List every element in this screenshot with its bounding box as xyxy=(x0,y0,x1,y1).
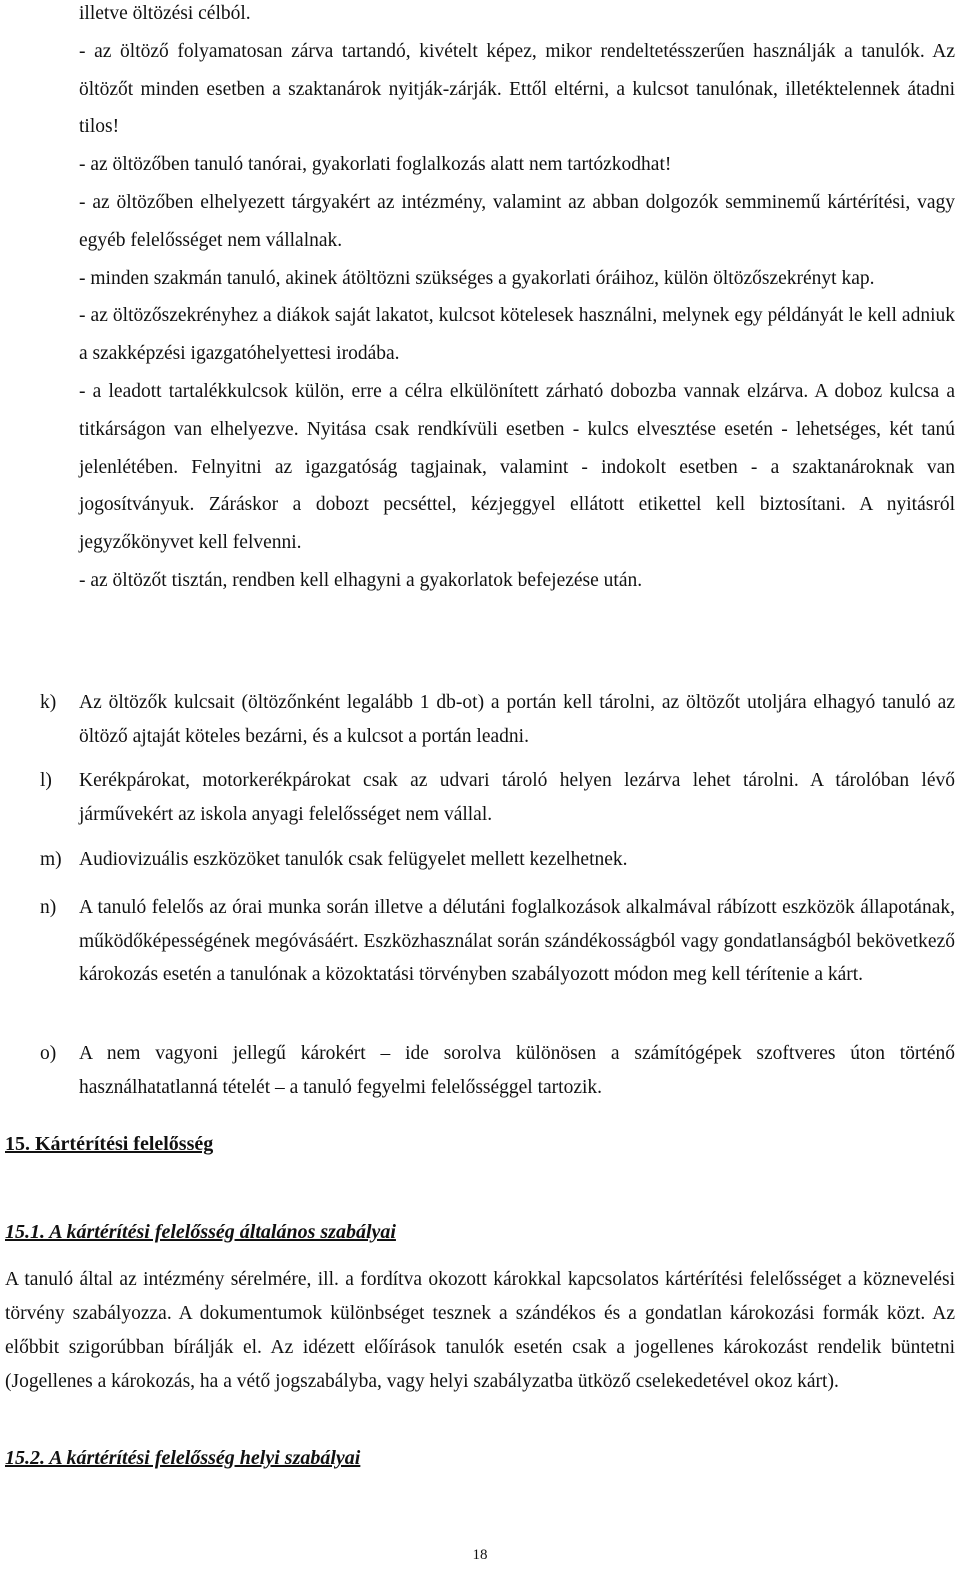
list-item-m xyxy=(40,843,955,877)
list-item-text: Az öltözők kulcsait (öltözőnként legalább 1 db-ot) a portán kell tárolni, az öltözőt utoljára elhagyó tanuló az öltöző ajtaját köteles bezárni, és a kulcsot a portán leadni. xyxy=(79,692,955,747)
text-line: illetve öltözési célból. xyxy=(79,3,251,24)
subsection-heading: 15.2. A kártérítési felelősség helyi szabályai xyxy=(5,1447,361,1469)
list-item-label: m) xyxy=(40,849,62,870)
list-item-text: A nem vagyoni jellegű károkért – ide sorolva különösen a számítógépek szoftveres úton történő használhatatlanná tételét – a tanuló fegyelmi felelősséggel tartozik. xyxy=(79,1043,955,1098)
text-line: - a leadott tartalékkulcsok külön, erre a célra elkülönített zárható dobozba vannak elzárva. A doboz kulcsa a titkárságon van elhelyezve. Nyitása csak rendkívüli esetben - kulcs elvesztése esetén - lehetséges, két tanú jelenlétében. Felnyitni az igazgatóság tagjainak, valamint - indokolt esetben - a szaktanároknak van jogosítványuk. Záráskor a dobozt pecséttel, kézjeggyel ellátott etikettel kell biztosítani. A nyitásról jegyzőkönyvet kell felvenni. xyxy=(79,380,955,554)
locker-rules-block xyxy=(79,0,955,600)
page-number: 18 xyxy=(472,1547,488,1563)
list-item-text: A tanuló felelős az órai munka során illetve a délutáni foglalkozások alkalmával rábízott eszközök állapotának, működőképességének megóvásáért. Eszközhasználat során szándékosságból vagy gondatlanságból bekövetkező károkozás esetén a tanulónak a közoktatási törvényben szabályozott módon meg kell térítenie a kárt. xyxy=(79,897,955,985)
section-heading: 15. Kártérítési felelősség xyxy=(5,1133,214,1155)
subsection-heading: 15.1. A kártérítési felelősség általános szabályai xyxy=(5,1221,396,1243)
text-line: - minden szakmán tanuló, akinek átöltözni szükséges a gyakorlati óráihoz, külön öltözőszekrényt kap. xyxy=(79,267,875,289)
body-paragraph: A tanuló által az intézmény sérelmére, ill. a fordítva okozott károkkal kapcsolatos kártérítési felelősséget a köznevelési törvény szabályozza. A dokumentumok különbséget tesznek a szándékos és a gondatlan károkozási formák közt. Az előbbit szigorúbban bírálják el. Az idézett előírások tanulók esetén csak a jogellenes károkozást rendelik büntetni (Jogellenes a károkozás, ha a vétő jogszabályba, vagy helyi szabályzatba ütköző cselekedetével okoz kárt). xyxy=(5,1269,955,1392)
list-item-l xyxy=(40,764,955,831)
list-item-label: o) xyxy=(40,1043,57,1064)
list-item-text: Audiovizuális eszközöket tanulók csak felügyelet mellett kezelhetnek. xyxy=(79,849,628,870)
list-item-label: l) xyxy=(40,770,52,791)
text-line: - az öltözőben elhelyezett tárgyakért az intézmény, valamint az abban dolgozók semminemű kártérítési, vagy egyéb felelősséget nem vállalnak. xyxy=(79,191,955,251)
list-item-label: n) xyxy=(40,897,57,918)
text-line: - az öltöző folyamatosan zárva tartandó, kivételt képez, mikor rendeltetésszerűen használják a tanulók. Az öltözőt minden esetben a szaktanárok nyitják-zárják. Ettől eltérni, a kulcsot tanulónak, illetéktelennek átadni tilos! xyxy=(79,40,955,138)
list-item-o xyxy=(40,1037,955,1104)
text-line: - az öltözőszekrényhez a diákok saját lakatot, kulcsot kötelesek használni, melynek egy példányát le kell adniuk a szakképzési igazgatóhelyettesi irodába. xyxy=(79,305,955,365)
list-item-k xyxy=(40,686,955,753)
text-line: - az öltözőben tanuló tanórai, gyakorlati foglalkozás alatt nem tartózkodhat! xyxy=(79,154,672,176)
list-item-n xyxy=(40,891,955,992)
list-item-label: k) xyxy=(40,692,57,713)
list-item-text: Kerékpárokat, motorkerékpárokat csak az udvari tároló helyen lezárva lehet tárolni. A tárolóban lévő járművekért az iskola anyagi felelősséget nem vállal. xyxy=(79,770,955,825)
text-line: - az öltözőt tisztán, rendben kell elhagyni a gyakorlatok befejezése után. xyxy=(79,569,643,591)
